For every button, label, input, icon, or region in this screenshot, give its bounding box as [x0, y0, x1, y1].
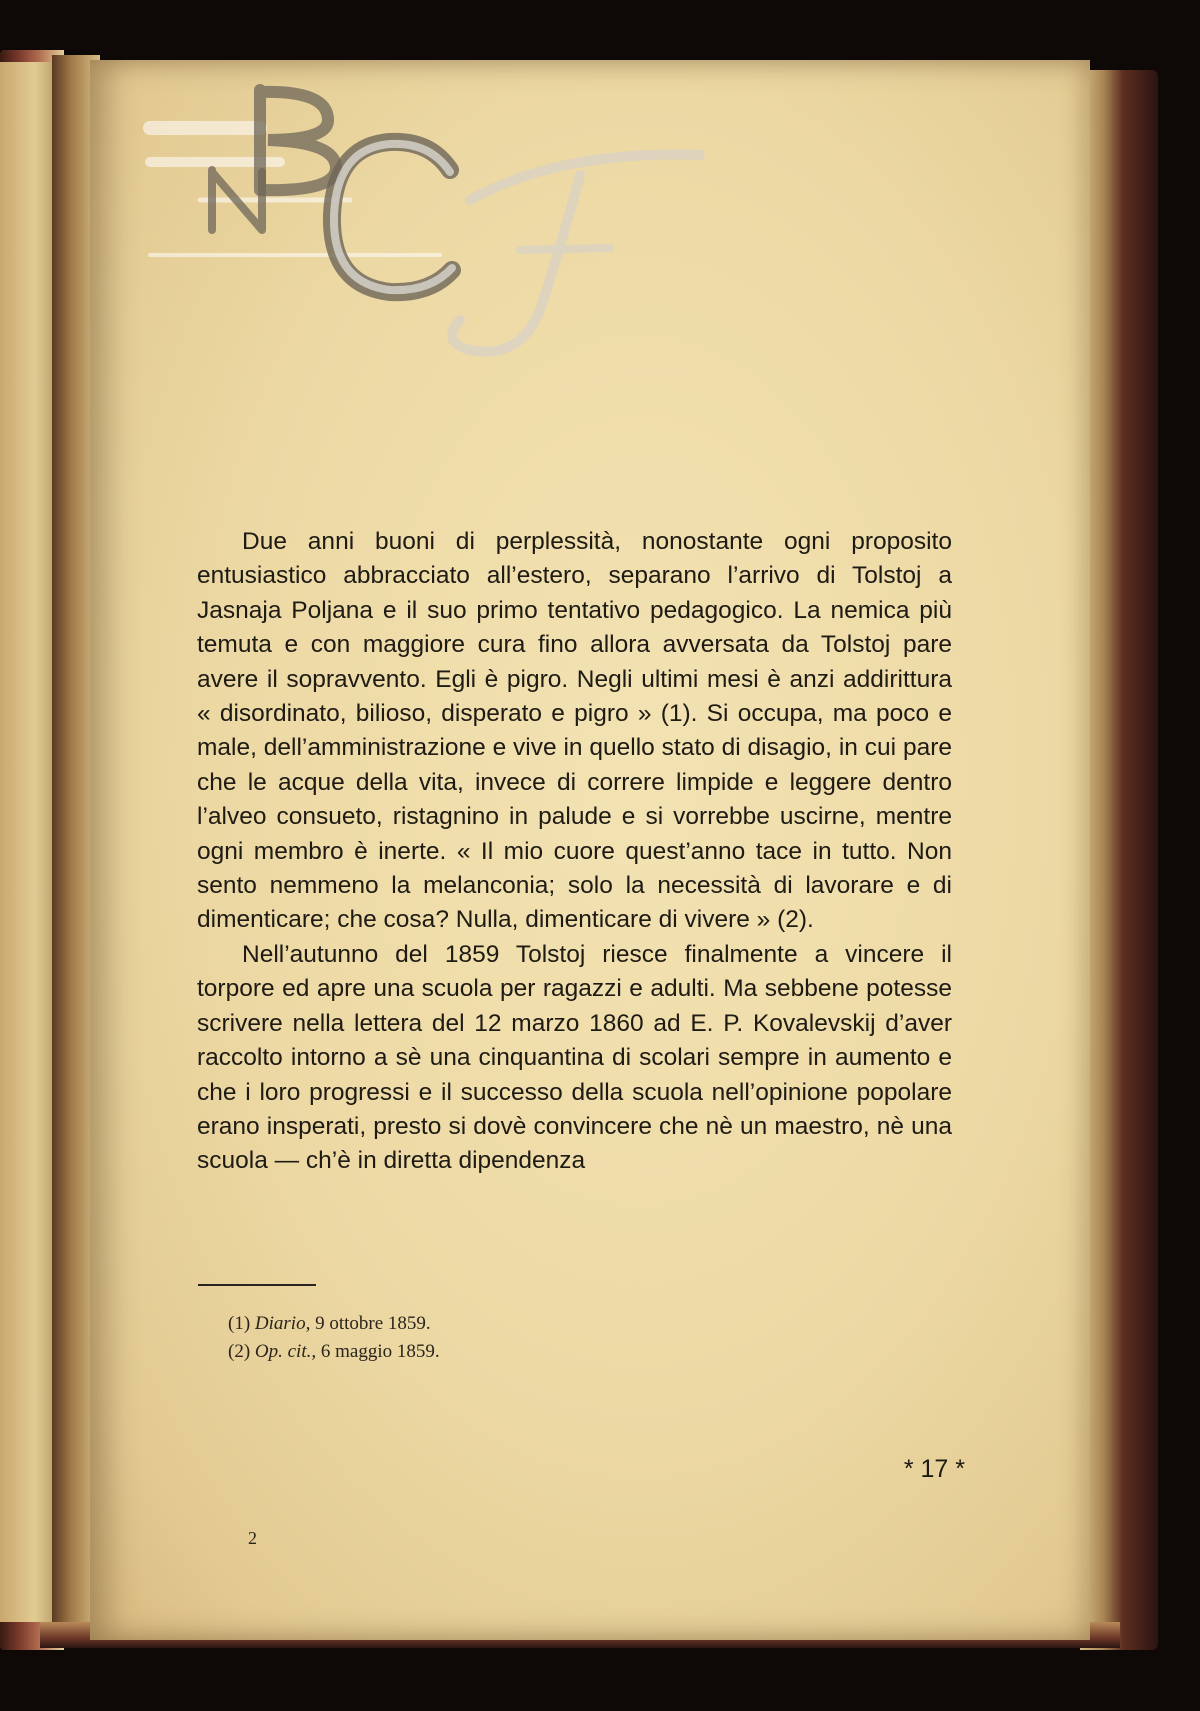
- signature-mark: 2: [248, 1528, 257, 1548]
- footnote-1-text: 9 ottobre 1859.: [315, 1313, 431, 1334]
- paragraph-1: Due anni buoni di perplessità, nonostante ogni proposito entusiastico abbracciato all’estero, separano l’arrivo di Tolstoj a Jasnaja Poljana e il suo primo tentativo pedagogico. La nemica più temuta e con maggiore cura fino allora avversata da Tolstoj pare avere il sopravvento. Egli è pigro. Negli ultimi mesi è anzi addirittura « disordinato, bilioso, disperato e pigro » (1). Si occupa, ma poco e male, dell’amministrazione e vive in quello stato di disagio, in cui pare che le acque della vita, invece di correre limpide e leggere dentro l’alveo consueto, ristagnino in palude e si vorrebbe uscirne, mentre ogni membro è inerte. « Il mio cuore quest’anno tace in tutto. Non sento nemmeno la melanconia; solo la necessità di lavorare e di dimenticare; che cosa? Nulla, dimenticare di vivere » (2).: [197, 528, 952, 934]
- paragraph-2: Nell’autunno del 1859 Tolstoj riesce finalmente a vincere il torpore ed apre una scuola per ragazzi e adulti. Ma sebbene potesse scrivere nella lettera del 12 marzo 1860 ad E. P. Kovalevskij d’aver raccolto intorno a sè una cinquantina di scolari sempre in aumento e che i loro progressi e il successo della scuola nell’opinione popolare erano insperati, presto si dovè convincere che nè un maestro, nè una scuola — ch’è in diretta dipendenza: [197, 940, 952, 1175]
- footnote-2-source: Op. cit.,: [254, 1341, 317, 1362]
- footnote-2-text: 6 maggio 1859.: [320, 1341, 440, 1362]
- footnote-2-mark: (2): [228, 1341, 251, 1362]
- book-page: [90, 60, 1090, 1640]
- body-text: [197, 525, 952, 1179]
- footnote-1: [228, 1310, 828, 1338]
- left-page-edge: [0, 62, 58, 1622]
- book-cover-right-edge: [1080, 70, 1158, 1650]
- footnotes: [228, 1310, 828, 1366]
- footnote-2: [228, 1338, 828, 1366]
- footnote-1-source: Diario,: [254, 1313, 311, 1334]
- page-number: * 17 *: [903, 1455, 965, 1483]
- library-watermark-logo: [140, 80, 790, 390]
- footnote-1-mark: (1): [228, 1313, 251, 1334]
- footnote-divider: [198, 1284, 316, 1286]
